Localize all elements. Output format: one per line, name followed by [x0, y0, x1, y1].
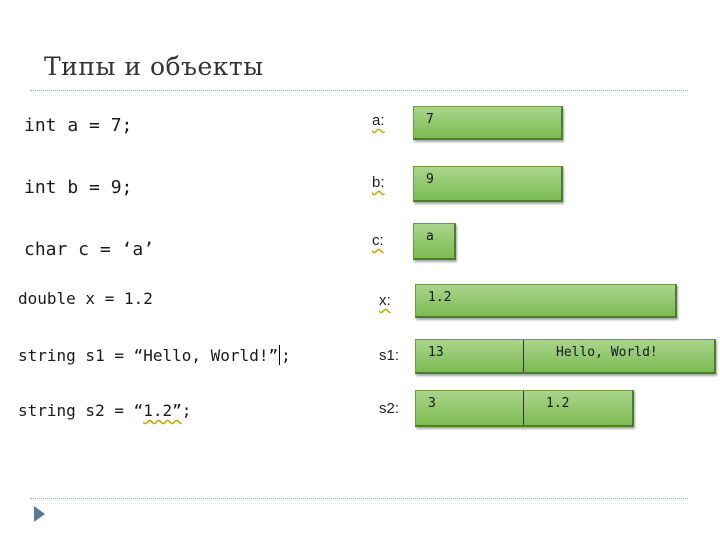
code-s2-literal: 1.2”: [143, 401, 182, 420]
memory-divider-s1: [523, 340, 524, 372]
var-label-b: b:: [372, 174, 385, 191]
memory-box-x: [415, 284, 677, 318]
memory-box-c: [413, 223, 456, 260]
memory-value-x: 1.2: [428, 290, 452, 305]
memory-length-s1: 13: [428, 345, 444, 360]
slide-title: Типы и объекты: [44, 52, 264, 81]
var-label-s1: s1:: [379, 347, 400, 364]
var-label-a: a:: [372, 112, 385, 129]
memory-box-b: [413, 166, 563, 202]
code-s1-text: string s1 = “Hello, World!”: [18, 346, 279, 365]
memory-text-s2: 1.2: [546, 396, 570, 411]
var-label-c: c:: [372, 232, 384, 249]
bullet-arrow-icon: [34, 506, 45, 522]
memory-box-a: [413, 106, 563, 140]
bottom-divider: [30, 498, 688, 499]
memory-value-a: 7: [426, 112, 434, 127]
code-line-string-s1: [18, 345, 291, 365]
memory-value-c: a: [426, 229, 434, 244]
code-s2-semicolon: ;: [181, 401, 192, 420]
var-label-s2: s2:: [379, 400, 400, 417]
memory-divider-s2: [523, 391, 524, 425]
memory-length-s2: 3: [428, 396, 436, 411]
text-cursor: [279, 345, 280, 365]
memory-value-b: 9: [426, 172, 434, 187]
code-line-int-b: int b = 9;: [24, 177, 133, 198]
memory-box-s2: [415, 390, 634, 427]
top-divider: [30, 90, 688, 91]
var-label-x: x:: [379, 292, 391, 309]
memory-text-s1: Hello, World!: [556, 345, 658, 360]
code-line-string-s2: [18, 401, 191, 420]
code-line-char-c: char c = ‘a’: [24, 239, 155, 260]
code-s2-prefix: string s2 = “: [18, 401, 144, 420]
code-line-double-x: double x = 1.2: [18, 289, 153, 308]
memory-box-s1: [415, 339, 716, 374]
code-line-int-a: int a = 7;: [24, 115, 133, 136]
code-s1-semicolon: ;: [281, 346, 291, 365]
